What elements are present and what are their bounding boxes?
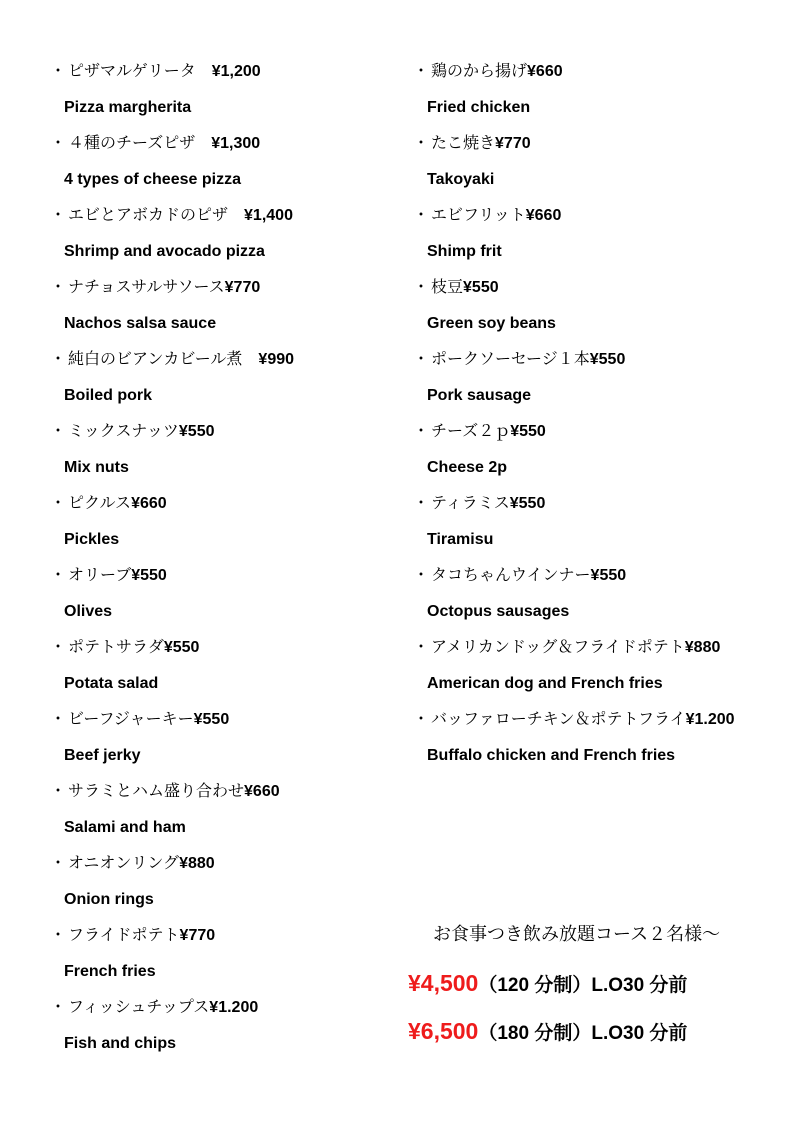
item-name-jp: ポークソーセージ１本 xyxy=(431,351,590,368)
bullet: ・ xyxy=(413,135,430,152)
course-price: ¥6,500 xyxy=(408,1018,479,1044)
menu-item xyxy=(413,636,783,708)
item-name-jp: オリーブ xyxy=(68,567,132,584)
item-name-en: Pork sausage xyxy=(427,387,532,404)
item-name-jp: サラミとハム盛り合わせ xyxy=(68,783,245,800)
item-name-jp: 鶏のから揚げ xyxy=(431,63,528,80)
menu-item xyxy=(50,564,380,636)
item-name-jp: チーズ２ｐ xyxy=(431,423,511,440)
bullet: ・ xyxy=(50,135,67,152)
item-name-en: Olives xyxy=(64,603,113,620)
item-name-jp: 純白のビアンカビール煮 xyxy=(68,351,259,368)
item-name-jp: ピザマルゲリータ xyxy=(68,63,212,80)
bullet: ・ xyxy=(413,495,430,512)
item-name-en: Green soy beans xyxy=(427,315,556,332)
item-price: ¥880 xyxy=(179,855,215,872)
menu-item xyxy=(50,348,380,420)
item-name-en: French fries xyxy=(64,963,156,980)
item-price: ¥1.200 xyxy=(685,711,735,728)
item-name-jp: ビーフジャーキー xyxy=(68,711,194,728)
item-name-en: Nachos salsa sauce xyxy=(64,315,217,332)
item-name-jp: ポテトサラダ xyxy=(68,639,164,656)
course-title: お食事つき飲み放題コース２名様～ xyxy=(433,924,721,945)
item-price: ¥770 xyxy=(495,135,531,152)
menu-item xyxy=(50,60,380,132)
item-name-en: 4 types of cheese pizza xyxy=(64,171,241,188)
item-price: ¥550 xyxy=(463,279,499,296)
menu-item xyxy=(50,492,380,564)
menu-column-left xyxy=(50,60,380,1068)
course-note: （180 分制）L.O30 分前 xyxy=(478,1023,688,1044)
item-price: ¥550 xyxy=(193,711,230,728)
bullet: ・ xyxy=(413,639,430,656)
item-name-en: Mix nuts xyxy=(64,459,129,476)
item-price: ¥550 xyxy=(589,351,626,368)
item-name-jp: ミックスナッツ xyxy=(68,423,179,440)
item-price: ¥660 xyxy=(525,207,562,224)
menu-item xyxy=(50,996,380,1068)
item-name-jp: ナチョスサルサソース xyxy=(68,279,225,296)
item-price: ¥1,200 xyxy=(211,63,261,80)
bullet: ・ xyxy=(413,423,430,440)
menu-column-right xyxy=(413,60,783,780)
item-name-jp: オニオンリング xyxy=(68,855,180,872)
item-name-en: Octopus sausages xyxy=(427,603,570,620)
course-option xyxy=(408,1016,687,1049)
bullet: ・ xyxy=(413,63,430,80)
item-price: ¥1,400 xyxy=(244,207,293,224)
item-name-en: Pizza margherita xyxy=(64,99,192,116)
item-name-jp: フライドポテト xyxy=(68,927,180,944)
item-price: ¥1,300 xyxy=(211,135,261,152)
bullet: ・ xyxy=(413,279,430,296)
item-price: ¥550 xyxy=(509,495,546,512)
menu-item xyxy=(413,420,783,492)
bullet: ・ xyxy=(50,495,67,512)
bullet: ・ xyxy=(50,279,67,296)
bullet: ・ xyxy=(50,423,67,440)
item-name-jp: フィッシュチップス xyxy=(68,999,210,1016)
menu-item xyxy=(50,780,380,852)
item-price: ¥770 xyxy=(224,279,261,296)
bullet: ・ xyxy=(50,855,67,872)
item-name-jp: ピクルス xyxy=(68,495,132,512)
bullet: ・ xyxy=(50,783,67,800)
bullet: ・ xyxy=(413,207,430,224)
item-name-en: American dog and French fries xyxy=(427,675,663,692)
menu-item xyxy=(413,348,783,420)
item-name-en: Cheese 2p xyxy=(427,459,508,476)
bullet: ・ xyxy=(50,207,67,224)
menu-item xyxy=(50,420,380,492)
item-name-en: Beef jerky xyxy=(64,747,141,764)
item-price: ¥770 xyxy=(179,927,216,944)
item-price: ¥660 xyxy=(527,63,563,80)
item-name-jp: ティラミス xyxy=(431,495,510,512)
item-name-en: Salami and ham xyxy=(64,819,186,836)
bullet: ・ xyxy=(50,567,67,584)
item-name-en: Takoyaki xyxy=(427,171,495,188)
item-name-en: Onion rings xyxy=(64,891,154,908)
menu-item xyxy=(413,564,783,636)
menu-item xyxy=(413,708,783,780)
bullet: ・ xyxy=(413,567,430,584)
item-price: ¥990 xyxy=(258,351,295,368)
item-name-jp: ４種のチーズピザ xyxy=(68,135,212,152)
bullet: ・ xyxy=(50,927,67,944)
menu-item xyxy=(50,924,380,996)
menu-item xyxy=(50,852,380,924)
bullet: ・ xyxy=(50,351,67,368)
course-price: ¥4,500 xyxy=(408,970,479,996)
item-price: ¥660 xyxy=(131,495,167,512)
item-name-en: Fish and chips xyxy=(64,1035,177,1052)
menu-item xyxy=(50,636,380,708)
menu-item xyxy=(413,60,783,132)
menu-item xyxy=(50,132,380,204)
item-name-jp: タコちゃんウインナー xyxy=(431,567,591,584)
menu-item xyxy=(413,132,783,204)
item-name-en: Pickles xyxy=(64,531,120,548)
menu-item xyxy=(413,204,783,276)
item-price: ¥550 xyxy=(131,567,167,584)
course-option xyxy=(408,968,687,1001)
course-note: （120 分制）L.O30 分前 xyxy=(478,975,688,996)
item-price: ¥550 xyxy=(590,567,627,584)
item-price: ¥550 xyxy=(163,639,200,656)
menu-item xyxy=(50,708,380,780)
item-name-en: Fried chicken xyxy=(427,99,531,116)
menu-item xyxy=(50,204,380,276)
item-name-jp: 枝豆 xyxy=(431,279,464,296)
bullet: ・ xyxy=(50,63,67,80)
item-name-jp: バッファローチキン＆ポテトフライ xyxy=(431,711,686,728)
item-name-en: Buffalo chicken and French fries xyxy=(427,747,676,764)
item-name-en: Shimp frit xyxy=(427,243,502,260)
bullet: ・ xyxy=(50,711,67,728)
item-name-jp: たこ焼き xyxy=(431,135,496,152)
item-name-en: Potata salad xyxy=(64,675,159,692)
item-price: ¥550 xyxy=(510,423,546,440)
item-name-en: Shrimp and avocado pizza xyxy=(64,243,265,260)
bullet: ・ xyxy=(50,999,67,1016)
item-name-jp: エビとアボカドのピザ xyxy=(68,207,245,224)
item-name-jp: アメリカンドッグ＆フライドポテト xyxy=(431,639,685,656)
item-price: ¥660 xyxy=(244,783,280,800)
menu-item xyxy=(413,492,783,564)
item-name-en: Boiled pork xyxy=(64,387,153,404)
item-price: ¥880 xyxy=(684,639,721,656)
item-name-en: Tiramisu xyxy=(427,531,494,548)
bullet: ・ xyxy=(50,639,67,656)
bullet: ・ xyxy=(413,711,430,728)
item-name-jp: エビフリット xyxy=(431,207,526,224)
bullet: ・ xyxy=(413,351,430,368)
menu-item xyxy=(50,276,380,348)
menu-item xyxy=(413,276,783,348)
item-price: ¥1.200 xyxy=(209,999,259,1016)
item-price: ¥550 xyxy=(178,423,215,440)
